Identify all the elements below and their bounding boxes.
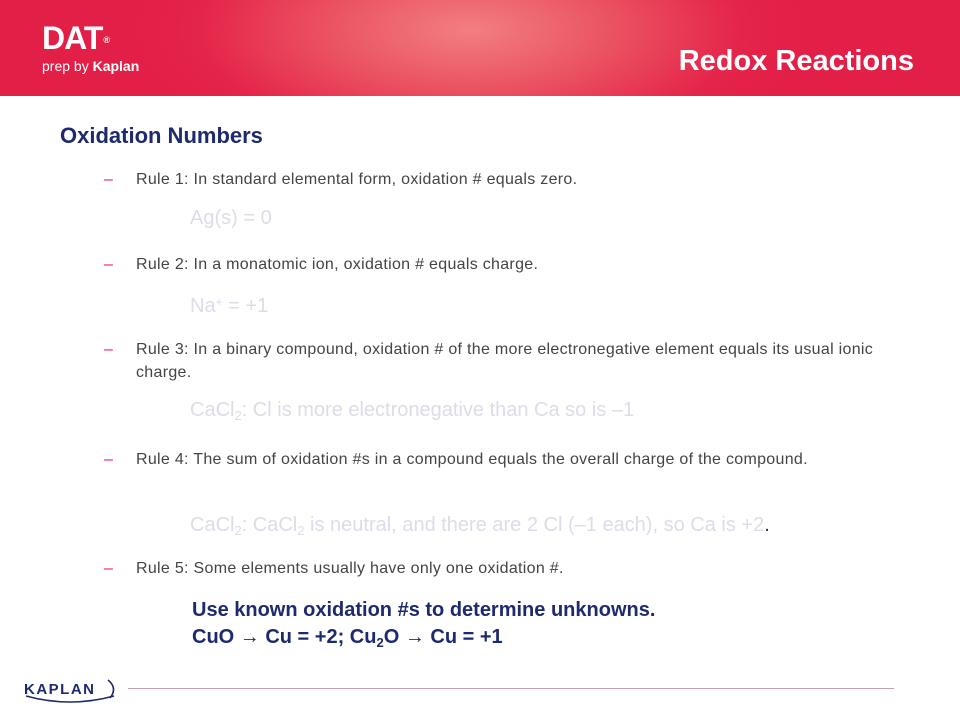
example-text: = +1 xyxy=(222,295,269,317)
section-title: Oxidation Numbers xyxy=(60,123,263,148)
example-text: is neutral, and there are 2 Cl (–1 each), so Ca is +2 xyxy=(304,514,765,536)
example-1 xyxy=(190,205,272,231)
bullet-dash: – xyxy=(104,171,114,188)
dat-logo xyxy=(42,22,139,74)
example-2 xyxy=(190,289,268,319)
rule-text: Rule 5: Some elements usually have only one oxidation #. xyxy=(136,560,564,577)
kaplan-logo xyxy=(22,672,118,711)
example-4 xyxy=(190,512,770,544)
example-text: CuO → Cu = +2; Cu xyxy=(192,626,377,648)
logo-text: KAPLAN xyxy=(24,681,96,698)
rule-text: Rule 1: In standard elemental form, oxidation # equals zero. xyxy=(136,171,578,188)
subscript: 2 xyxy=(234,408,242,423)
example-text: : CaCl xyxy=(241,514,298,536)
slide-title: Redox Reactions xyxy=(678,45,914,77)
example-text: Use known oxidation #s to determine unknowns. xyxy=(192,599,656,621)
rule-1 xyxy=(104,168,904,191)
registered-mark: ® xyxy=(103,35,110,45)
subscript: 2 xyxy=(376,635,384,650)
rule-text: Rule 2: In a monatomic ion, oxidation # equals charge. xyxy=(136,256,539,273)
logo-text: DAT xyxy=(42,20,103,56)
example-text: Na xyxy=(190,295,216,317)
example-text: : Cl is more electronegative than Ca so is –1 xyxy=(241,399,635,421)
rule-5 xyxy=(104,557,904,580)
example-5-line-1 xyxy=(192,597,655,623)
example-text: O → Cu = +1 xyxy=(383,626,503,648)
example-text: CaCl xyxy=(190,514,235,536)
header-banner xyxy=(0,0,960,96)
bullet-dash: – xyxy=(104,341,114,358)
footer-divider xyxy=(128,688,894,689)
logo-subtitle-name: Kaplan xyxy=(92,58,140,74)
bullet-dash: – xyxy=(104,560,114,577)
example-5-line-2 xyxy=(192,624,503,656)
bullet-dash: – xyxy=(104,256,114,273)
bullet-dash: – xyxy=(104,451,114,468)
example-period: . xyxy=(764,514,770,536)
rule-4 xyxy=(104,448,904,471)
logo-subtitle-prefix: prep by xyxy=(42,58,89,74)
example-text: Ag(s) = 0 xyxy=(190,207,272,229)
rule-2 xyxy=(104,253,904,276)
rule-text: Rule 4: The sum of oxidation #s in a compound equals the overall charge of the compound. xyxy=(136,451,808,468)
subscript: 2 xyxy=(297,523,305,538)
subscript: 2 xyxy=(234,523,242,538)
rule-text: Rule 3: In a binary compound, oxidation # of the more electronegative element equals its usual ionic charge. xyxy=(136,341,874,381)
rule-3 xyxy=(104,338,904,384)
superscript: + xyxy=(215,295,223,309)
example-text: CaCl xyxy=(190,399,235,421)
example-3 xyxy=(190,397,634,429)
